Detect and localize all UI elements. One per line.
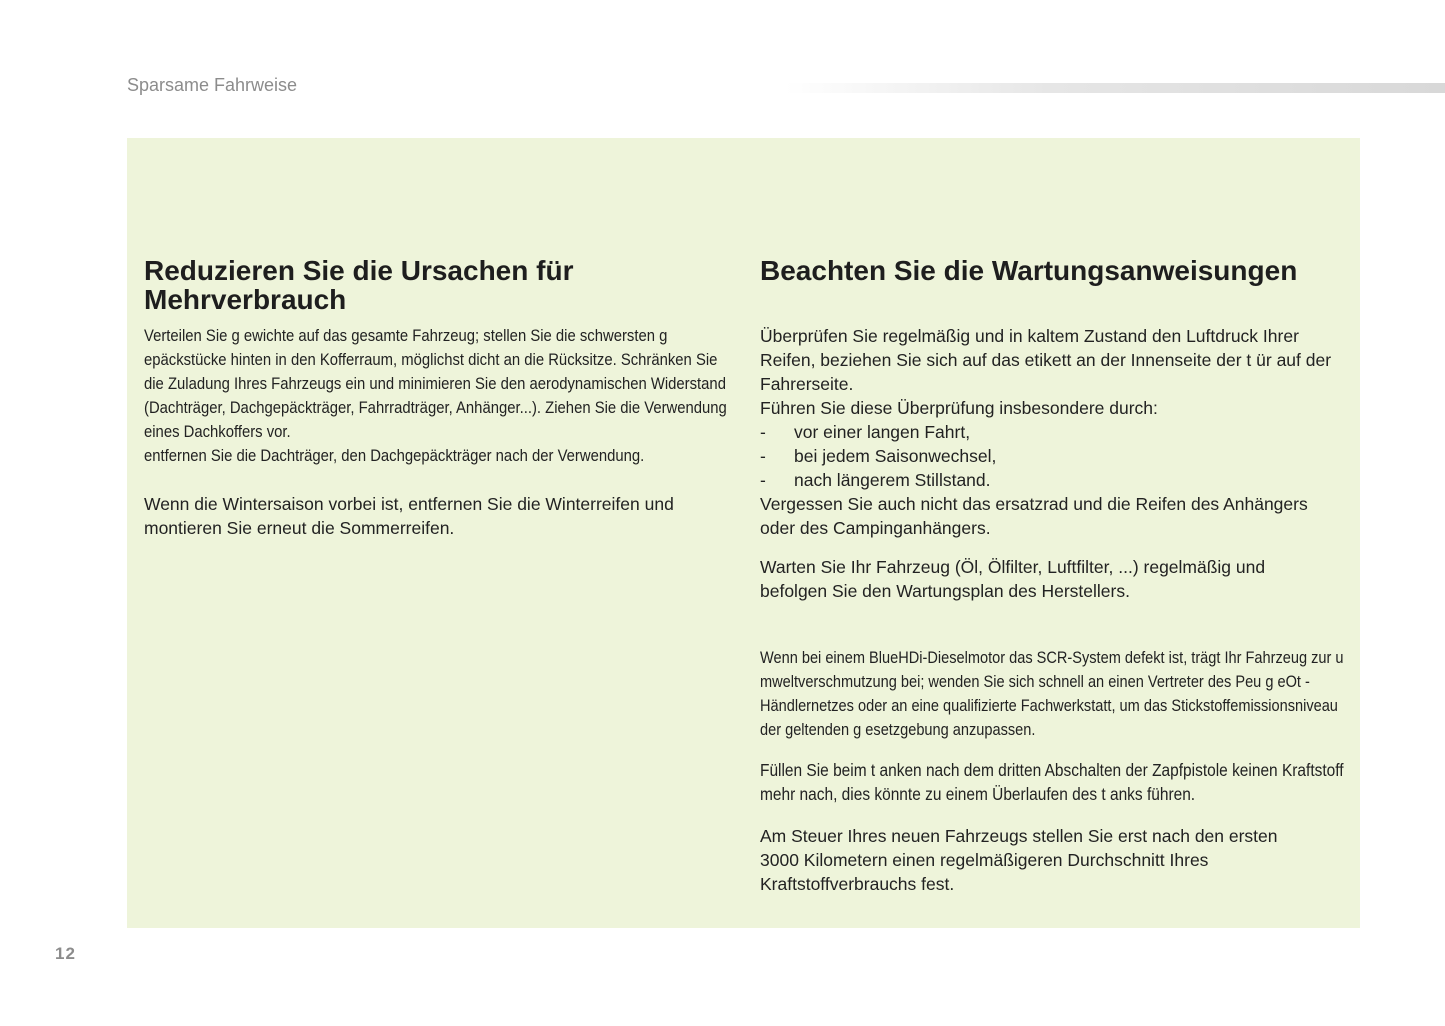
list-item [760, 468, 1345, 492]
list-dash: - [760, 470, 766, 490]
right-paragraph-2: Vergessen Sie auch nicht das ersatzrad und die Reifen des Anhängers oder des Campinganhängers. [760, 494, 1308, 538]
header-gradient-bar [785, 83, 1445, 93]
list-dash: - [760, 422, 766, 442]
right-column [760, 256, 1345, 896]
right-paragraph-3: Warten Sie Ihr Fahrzeug (Öl, Ölfilter, Luftfilter, ...) regelmäßig und befolgen Sie den Wartungsplan des Herstellers. [760, 557, 1266, 601]
left-column [144, 256, 729, 540]
list-dash: - [760, 446, 766, 466]
list-item [760, 444, 1345, 468]
right-paragraph-4-text: Wenn bei einem BlueHDi-Dieselmotor das SCR-System defekt ist, trägt Ihr Fahrzeug zur u mweltverschmutzung bei; wenden Sie sich schnell an einen Vertreter des Peu g eOt -Händlernetzes oder an eine qualifizierte Fachwerkstatt, um das Stickstoffemissionsniveau der geltenden g esetzgebung anzupassen. [760, 649, 1344, 739]
section-title: Sparsame Fahrweise [127, 75, 298, 95]
list-item [760, 420, 1345, 444]
left-paragraph-1b-text: entfernen Sie die Dachträger, den Dachgepäckträger nach der Verwendung. [144, 447, 645, 465]
left-paragraph-1 [144, 324, 729, 468]
right-paragraph-5 [760, 758, 1345, 806]
right-paragraph-1: Überprüfen Sie regelmäßig und in kaltem Zustand den Luftdruck Ihrer Reifen, beziehen Sie sich auf das etikett an der Innenseite der t ür auf der Fahrerseite. [760, 326, 1332, 394]
right-paragraph-6: Am Steuer Ihres neuen Fahrzeugs stellen Sie erst nach den ersten 3000 Kilometern einen regelmäßigeren Durchschnitt Ihres Kraftstoffverbrauchs fest. [760, 826, 1278, 894]
right-paragraph-5-text: Füllen Sie beim t anken nach dem dritten Abschalten der Zapfpistole keinen Kraftstoff mehr nach, dies könnte zu einem Überlaufen des t anks führen. [760, 760, 1344, 804]
list-item-text: bei jedem Saisonwechsel, [794, 446, 997, 466]
right-heading: Beachten Sie die Wartungsanweisungen [760, 255, 1298, 286]
left-paragraph-2: Wenn die Wintersaison vorbei ist, entfernen Sie die Winterreifen und montieren Sie erneut die Sommerreifen. [144, 494, 674, 538]
list-item-text: nach längerem Stillstand. [794, 470, 991, 490]
page-number: 12 [55, 944, 76, 963]
inspection-list [760, 420, 1345, 492]
list-item-text: vor einer langen Fahrt, [794, 422, 971, 442]
left-heading: Reduzieren Sie die Ursachen für Mehrverbrauch [144, 255, 574, 315]
right-paragraph-1b: Führen Sie diese Überprüfung insbesondere durch: [760, 398, 1158, 418]
right-paragraph-4 [760, 646, 1345, 742]
left-paragraph-1-text: Verteilen Sie g ewichte auf das gesamte Fahrzeug; stellen Sie die schwersten g epäckstücke hinten in den Kofferraum, möglichst dicht an die Rücksitze. Schränken Sie die Zuladung Ihres Fahrzeugs ein und minimieren Sie den aerodynamischen Widerstand (Dachträger, Dachgepäckträger, Fahrradträger, Anhänger...). Ziehen Sie die Verwendung eines Dachkoffers vor. [144, 327, 727, 441]
